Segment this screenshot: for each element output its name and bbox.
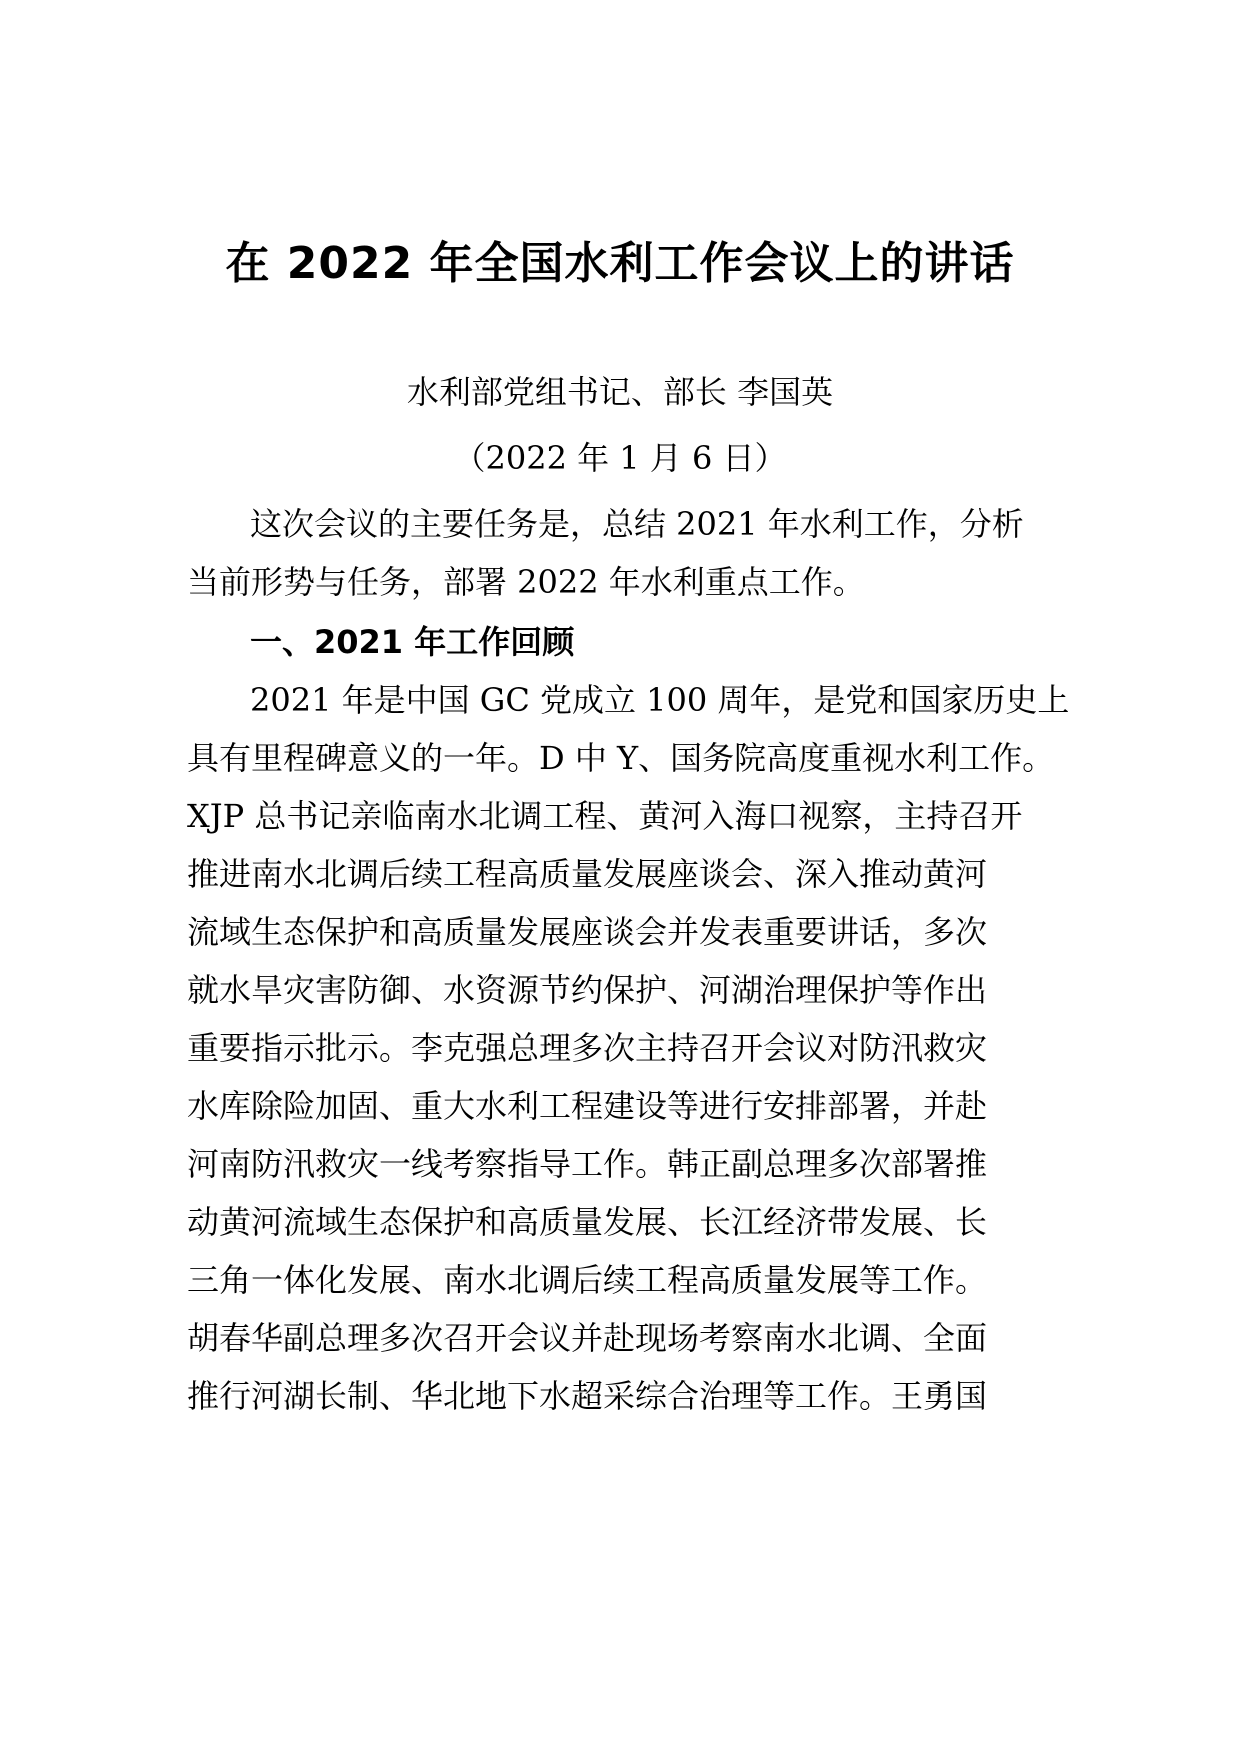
body-line: 2021 年是中国 GC 党成立 100 周年，是党和国家历史上 bbox=[250, 681, 1070, 719]
body-line: 推进南水北调后续工程高质量发展座谈会、深入推动黄河 bbox=[187, 855, 988, 893]
section-heading: 一、2021 年工作回顾 bbox=[250, 623, 575, 661]
body-line: 就水旱灾害防御、水资源节约保护、河湖治理保护等作出 bbox=[187, 971, 988, 1009]
body-line: 当前形势与任务，部署 2022 年水利重点工作。 bbox=[187, 563, 865, 601]
body-line: 流域生态保护和高质量发展座谈会并发表重要讲话，多次 bbox=[187, 913, 988, 951]
body-line: 三角一体化发展、南水北调后续工程高质量发展等工作。 bbox=[187, 1261, 988, 1299]
body-line: 推行河湖长制、华北地下水超采综合治理等工作。王勇国 bbox=[187, 1377, 988, 1415]
body-line: 动黄河流域生态保护和高质量发展、长江经济带发展、长 bbox=[187, 1203, 988, 1241]
body-line: 重要指示批示。李克强总理多次主持召开会议对防汛救灾 bbox=[187, 1029, 988, 1067]
body-line: 河南防汛救灾一线考察指导工作。韩正副总理多次部署推 bbox=[187, 1145, 988, 1183]
body-line: 这次会议的主要任务是，总结 2021 年水利工作，分析 bbox=[250, 505, 1024, 543]
body-line: 具有里程碑意义的一年。D 中 Y、国务院高度重视水利工作。 bbox=[187, 739, 1055, 777]
body-line: 胡春华副总理多次召开会议并赴现场考察南水北调、全面 bbox=[187, 1319, 988, 1357]
document-title: 在 2022 年全国水利工作会议上的讲话 bbox=[225, 238, 1015, 289]
body-line: XJP 总书记亲临南水北调工程、黄河入海口视察，主持召开 bbox=[187, 797, 1023, 835]
body-line: 水库除险加固、重大水利工程建设等进行安排部署，并赴 bbox=[187, 1087, 988, 1125]
date-line: （2022 年 1 月 6 日） bbox=[453, 439, 787, 477]
author-line: 水利部党组书记、部长 李国英 bbox=[406, 373, 834, 411]
